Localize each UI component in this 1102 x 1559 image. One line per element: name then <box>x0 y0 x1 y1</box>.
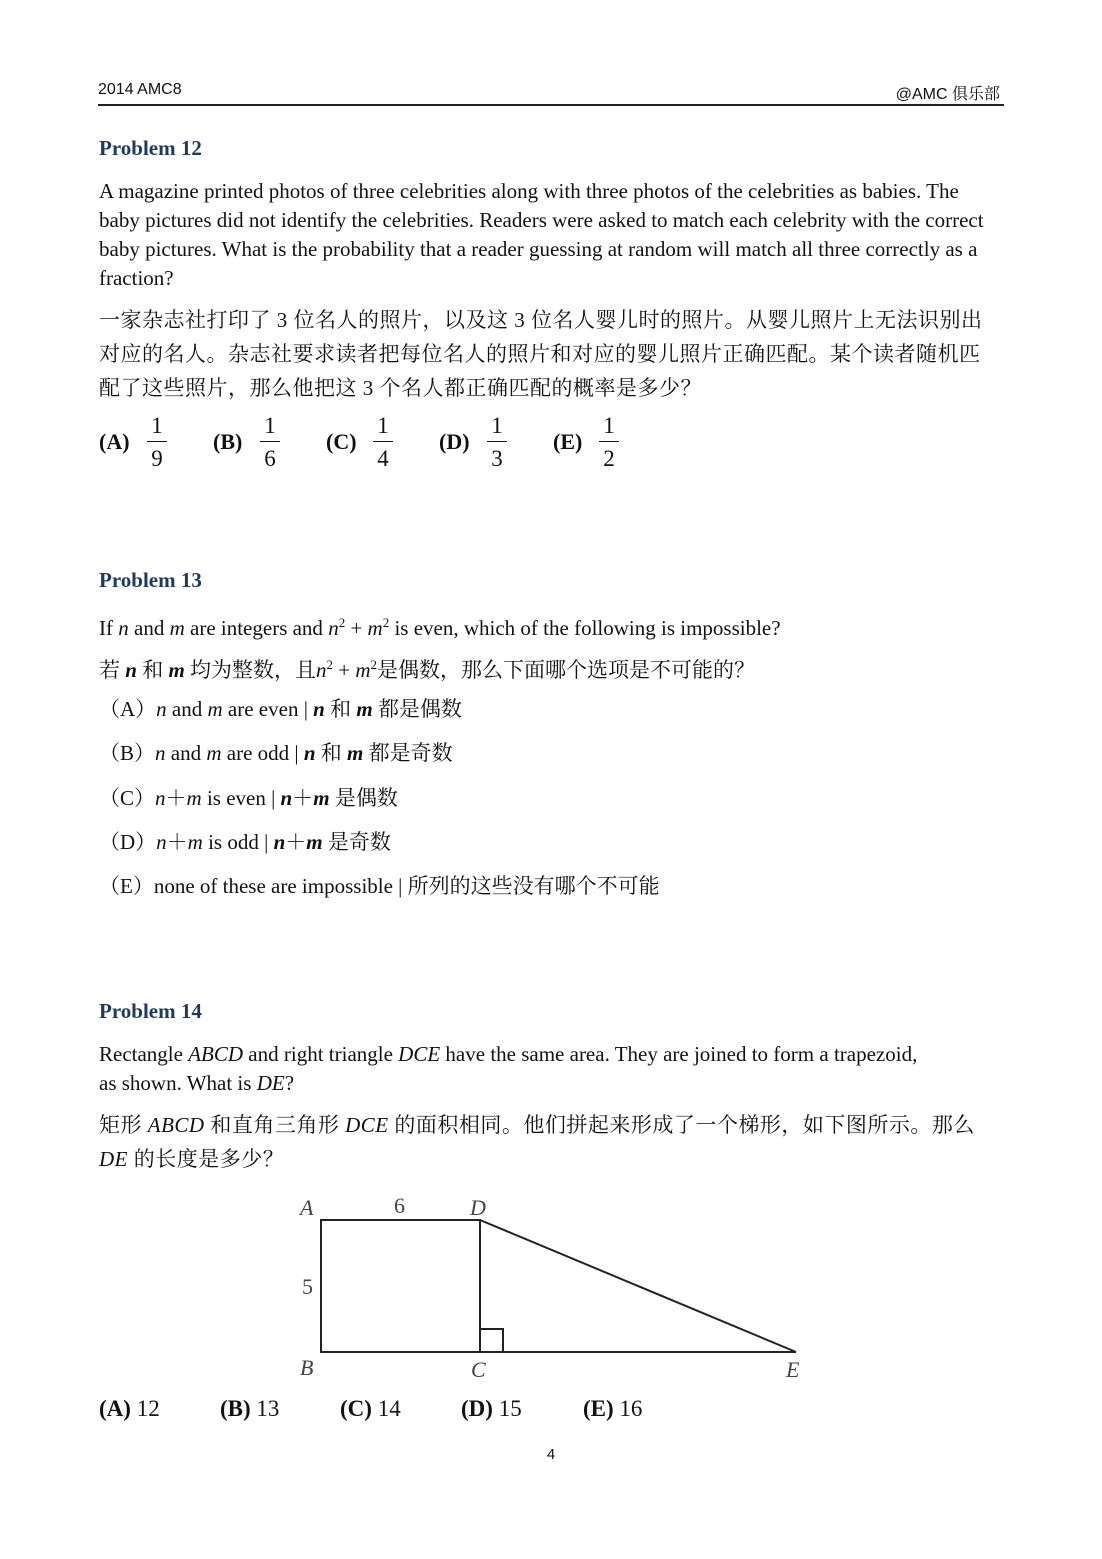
fraction <box>487 412 507 472</box>
choice-label: (B) <box>213 429 243 454</box>
page-number: 4 <box>546 1446 556 1463</box>
problem-14-english: Rectangle ABCD and right triangle DCE have the same area. They are joined to form a trapezoid, as shown. What is DE? <box>99 1042 918 1095</box>
problem-13-option-c: （C）n＋m is even | n＋m 是偶数 <box>99 786 398 810</box>
choice-c: (C) 14 <box>340 1396 401 1421</box>
rectangle-abcd <box>321 1220 480 1352</box>
problem-12-chinese: 一家杂志社打印了 3 位名人的照片，以及这 3 位名人婴儿时的照片。从婴儿照片上无法识别出对应的名人。杂志社要求读者把每位名人的照片和对应的婴儿照片正确匹配。某个读者随机匹配了这些照片，那么他把这 3 个名人都正确匹配的概率是多少？ <box>99 308 983 400</box>
fraction <box>373 412 393 472</box>
numerator: 1 <box>491 413 503 438</box>
choice-label: (E) <box>553 429 583 454</box>
choice-e: (E) 16 <box>583 1396 643 1421</box>
label-b: B <box>300 1355 314 1380</box>
problem-13-option-a: （A）n and m are even | n 和 m 都是偶数 <box>99 697 462 721</box>
label-a: A <box>300 1195 314 1220</box>
choice-label: (D) <box>439 429 470 454</box>
denominator: 3 <box>491 446 503 471</box>
page-header <box>98 78 1004 106</box>
label-d: D <box>470 1195 486 1220</box>
problem-12-title: Problem 12 <box>99 136 202 160</box>
right-angle-mark <box>480 1329 503 1352</box>
denominator: 6 <box>264 446 276 471</box>
problem-13-option-b: （B）n and m are odd | n 和 m 都是奇数 <box>99 741 453 765</box>
numerator: 1 <box>151 413 163 438</box>
problem-14-title: Problem 14 <box>99 999 202 1023</box>
fraction <box>147 412 167 472</box>
label-top-length: 6 <box>394 1193 405 1218</box>
problem-13-english: If n and m are integers and $n^2 + m^2$ is even, which of the following is impossible? <box>99 615 781 640</box>
choice-d: (D) 15 <box>461 1396 522 1421</box>
denominator: 2 <box>603 446 615 471</box>
label-side-length: 5 <box>302 1274 313 1299</box>
label-e: E <box>786 1357 800 1382</box>
problem-13-chinese: 若 n 和 m 均为整数，且$n^2 + m^2$是偶数，那么下面哪个选项是不可能的？ <box>99 657 756 682</box>
problem-14-chinese: 矩形 ABCD 和直角三角形 DCE 的面积相同。他们拼起来形成了一个梯形，如下图所示。那么 DE 的长度是多少？ <box>99 1113 975 1171</box>
problem-13-option-d: （D）n＋m is odd | n＋m 是奇数 <box>99 830 391 854</box>
denominator: 4 <box>377 446 389 471</box>
header-left: 2014 AMC8 <box>98 81 182 98</box>
label-c: C <box>471 1357 486 1382</box>
numerator: 1 <box>264 413 276 438</box>
trapezoid-figure <box>280 1185 840 1395</box>
fraction <box>599 412 619 472</box>
problem-13-title: Problem 13 <box>99 568 202 592</box>
choice-b: (B) 13 <box>220 1396 280 1421</box>
problem-13-option-e: （E）none of these are impossible | 所列的这些没有哪个不可能 <box>99 874 660 898</box>
numerator: 1 <box>603 413 615 438</box>
fraction <box>260 412 280 472</box>
segment-de <box>480 1220 796 1352</box>
choice-label: (C) <box>326 429 357 454</box>
numerator: 1 <box>377 413 389 438</box>
header-right: @AMC 俱乐部 <box>895 86 1000 103</box>
denominator: 9 <box>151 446 163 471</box>
choice-label: (A) <box>99 429 130 454</box>
choice-a: (A) 12 <box>99 1396 160 1421</box>
problem-12-english: A magazine printed photos of three celebrities along with three photos of the celebrities as babies. The baby pictures did not identify the celebrities. Readers were asked to match each celebrity with the correct baby pictures. What is the probability that a reader guessing at random will match all three correctly as a fraction? <box>99 179 984 290</box>
